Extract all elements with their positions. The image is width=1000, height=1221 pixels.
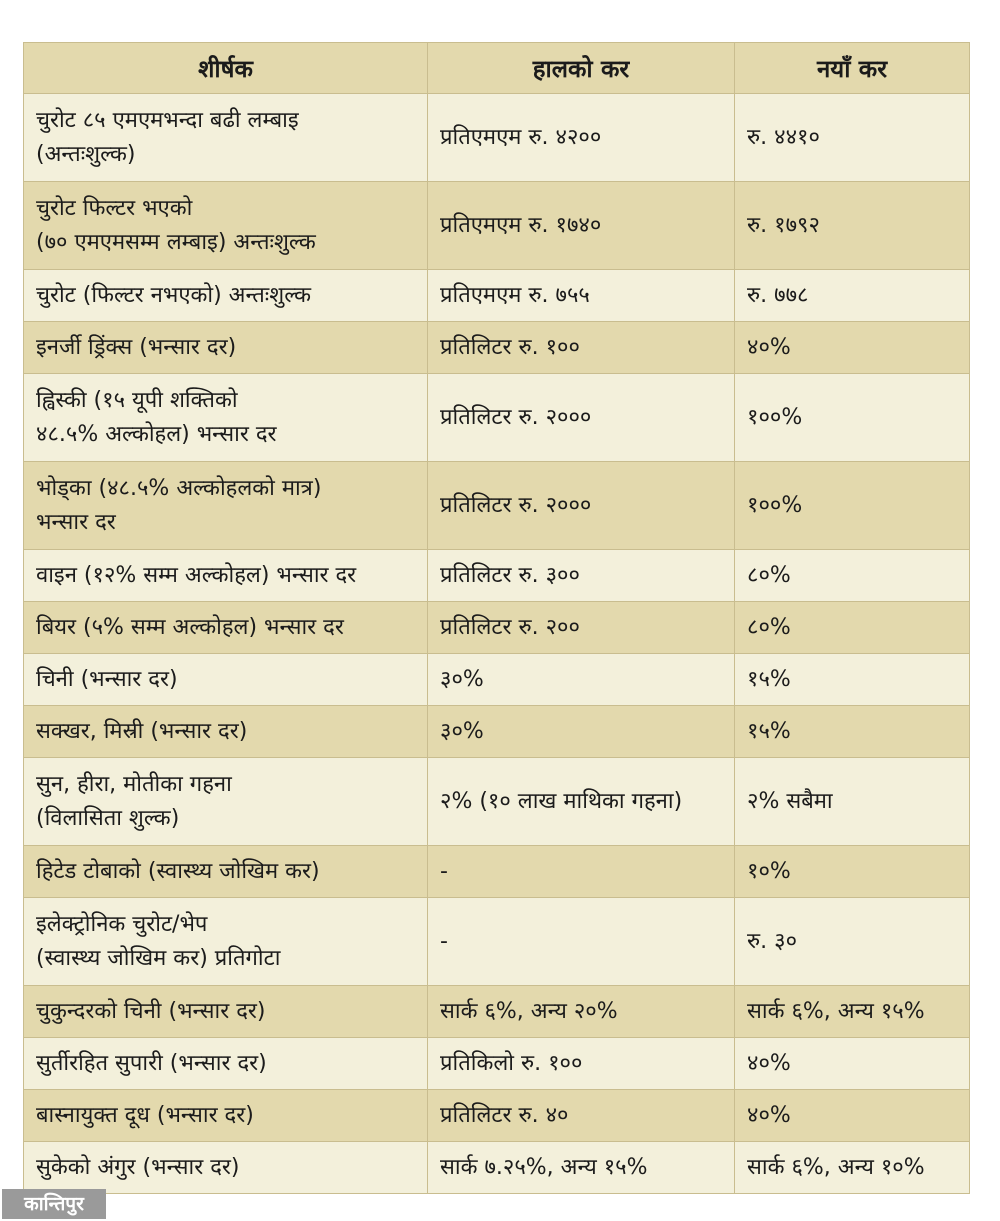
- row-title-cell: [24, 94, 428, 182]
- row-new-tax: रु. ३०: [735, 898, 970, 986]
- table-row: [24, 462, 970, 550]
- row-current-tax: प्रतिलिटर रु. १००: [428, 322, 735, 374]
- row-title-line: चुरोट (फिल्टर नभएको) अन्तःशुल्क: [36, 282, 312, 308]
- row-title-line: चुरोट फिल्टर भएको: [36, 195, 193, 221]
- table-row: [24, 706, 970, 758]
- row-title-line: सक्खर, मिस्री (भन्सार दर): [36, 718, 248, 744]
- table-row: [24, 1090, 970, 1142]
- kantipur-watermark: कान्तिपुर: [2, 1189, 106, 1219]
- row-current-tax: प्रतिलिटर रु. २०००: [428, 462, 735, 550]
- row-title-line: भन्सार दर: [36, 509, 116, 535]
- row-current-tax: प्रतिएमएम रु. ७५५: [428, 270, 735, 322]
- row-title-line: हिटेड टोबाको (स्वास्थ्य जोखिम कर): [36, 858, 320, 884]
- row-new-tax: १००%: [735, 374, 970, 462]
- row-title-cell: [24, 602, 428, 654]
- row-title-cell: [24, 374, 428, 462]
- row-new-tax: १०%: [735, 846, 970, 898]
- row-title-cell: [24, 986, 428, 1038]
- row-title-line: वाइन (१२% सम्म अल्कोहल) भन्सार दर: [36, 562, 357, 588]
- row-title-cell: [24, 758, 428, 846]
- row-new-tax: सार्क ६%, अन्य १५%: [735, 986, 970, 1038]
- row-title-line: सुर्तीरहित सुपारी (भन्सार दर): [36, 1050, 267, 1076]
- table-row: [24, 322, 970, 374]
- row-title-line: (विलासिता शुल्क): [36, 805, 180, 831]
- row-current-tax: प्रतिलिटर रु. ४०: [428, 1090, 735, 1142]
- row-title-cell: [24, 182, 428, 270]
- row-title-line: भोड्का (४८.५% अल्कोहलको मात्र): [36, 475, 322, 501]
- table-row: [24, 602, 970, 654]
- row-current-tax: प्रतिलिटर रु. २०००: [428, 374, 735, 462]
- table-row: [24, 550, 970, 602]
- row-current-tax: प्रतिएमएम रु. ४२००: [428, 94, 735, 182]
- header-new-tax: नयाँ कर: [735, 43, 970, 94]
- row-title-cell: [24, 462, 428, 550]
- row-current-tax: प्रतिएमएम रु. १७४०: [428, 182, 735, 270]
- row-title-line: चिनी (भन्सार दर): [36, 666, 178, 692]
- row-new-tax: १५%: [735, 706, 970, 758]
- table-row: [24, 1142, 970, 1194]
- row-title-line: चुरोट ८५ एमएमभन्दा बढी लम्बाइ: [36, 107, 299, 133]
- row-title-cell: [24, 1038, 428, 1090]
- row-title-cell: [24, 706, 428, 758]
- table-body: [24, 94, 970, 1194]
- table-row: [24, 758, 970, 846]
- row-title-cell: [24, 846, 428, 898]
- row-title-line: चुकुन्दरको चिनी (भन्सार दर): [36, 998, 266, 1024]
- table-row: [24, 654, 970, 706]
- row-title-cell: [24, 654, 428, 706]
- row-new-tax: ४०%: [735, 1038, 970, 1090]
- row-current-tax: सार्क ६%, अन्य २०%: [428, 986, 735, 1038]
- row-title-line: इनर्जी ड्रिंक्स (भन्सार दर): [36, 334, 237, 360]
- tax-comparison-table: [23, 42, 970, 1194]
- row-title-line: सुकेको अंगुर (भन्सार दर): [36, 1154, 240, 1180]
- table-row: [24, 1038, 970, 1090]
- table-row: [24, 182, 970, 270]
- header-title: शीर्षक: [24, 43, 428, 94]
- row-title-cell: [24, 270, 428, 322]
- row-new-tax: ८०%: [735, 550, 970, 602]
- row-new-tax: १५%: [735, 654, 970, 706]
- row-new-tax: ८०%: [735, 602, 970, 654]
- table-row: [24, 374, 970, 462]
- row-title-line: (अन्तःशुल्क): [36, 141, 136, 167]
- row-title-cell: [24, 1142, 428, 1194]
- row-new-tax: रु. ४४१०: [735, 94, 970, 182]
- row-title-line: (७० एमएमसम्म लम्बाइ) अन्तःशुल्क: [36, 229, 316, 255]
- row-current-tax: सार्क ७.२५%, अन्य १५%: [428, 1142, 735, 1194]
- header-row: [24, 43, 970, 94]
- table-row: [24, 846, 970, 898]
- row-new-tax: सार्क ६%, अन्य १०%: [735, 1142, 970, 1194]
- row-current-tax: प्रतिकिलो रु. १००: [428, 1038, 735, 1090]
- row-current-tax: प्रतिलिटर रु. २००: [428, 602, 735, 654]
- row-new-tax: १००%: [735, 462, 970, 550]
- row-new-tax: रु. ७७८: [735, 270, 970, 322]
- row-new-tax: २% सबैमा: [735, 758, 970, 846]
- row-new-tax: ४०%: [735, 322, 970, 374]
- row-title-line: इलेक्ट्रोनिक चुरोट/भेप: [36, 911, 208, 937]
- table-row: [24, 898, 970, 986]
- header-current-tax: हालको कर: [428, 43, 735, 94]
- row-title-line: बियर (५% सम्म अल्कोहल) भन्सार दर: [36, 614, 344, 640]
- row-title-cell: [24, 1090, 428, 1142]
- row-title-cell: [24, 898, 428, 986]
- row-current-tax: -: [428, 846, 735, 898]
- row-current-tax: -: [428, 898, 735, 986]
- table-row: [24, 270, 970, 322]
- table-row: [24, 94, 970, 182]
- row-title-line: सुन, हीरा, मोतीका गहना: [36, 771, 232, 797]
- row-title-line: ह्विस्की (१५ यूपी शक्तिको: [36, 387, 238, 413]
- row-current-tax: प्रतिलिटर रु. ३००: [428, 550, 735, 602]
- row-title-line: (स्वास्थ्य जोखिम कर) प्रतिगोटा: [36, 945, 281, 971]
- row-title-cell: [24, 550, 428, 602]
- row-new-tax: रु. १७९२: [735, 182, 970, 270]
- row-current-tax: ३०%: [428, 706, 735, 758]
- row-title-line: ४८.५% अल्कोहल) भन्सार दर: [36, 421, 277, 447]
- row-current-tax: ३०%: [428, 654, 735, 706]
- table-row: [24, 986, 970, 1038]
- row-new-tax: ४०%: [735, 1090, 970, 1142]
- row-current-tax: २% (१० लाख माथिका गहना): [428, 758, 735, 846]
- row-title-cell: [24, 322, 428, 374]
- row-title-line: बास्नायुक्त दूध (भन्सार दर): [36, 1102, 254, 1128]
